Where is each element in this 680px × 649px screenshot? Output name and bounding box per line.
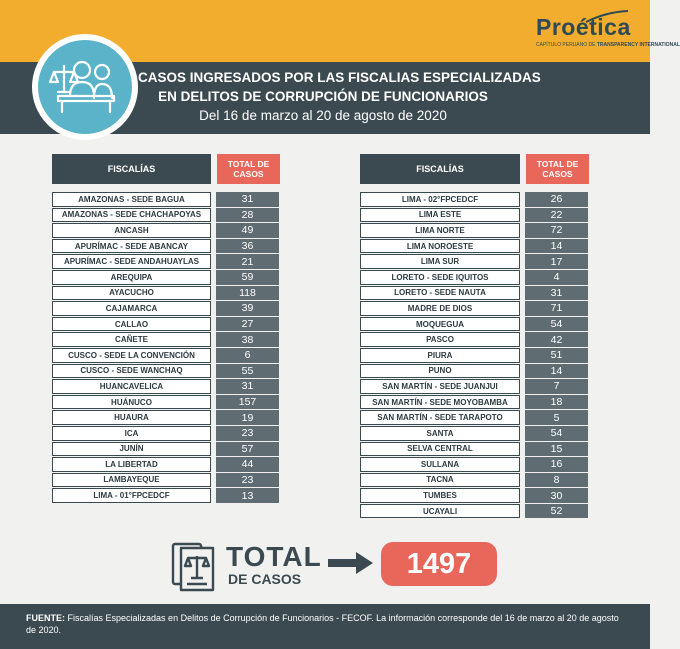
table-row [52,457,279,473]
fiscalia-name: ANCASH [52,223,211,238]
fiscalia-name: TUMBES [360,488,520,503]
fiscalia-name: LIMA - 01°FPCEDCF [52,488,211,503]
table-row [52,254,279,270]
table-row [52,192,279,208]
fiscalia-name: SAN MARTÍN - SEDE MOYOBAMBA [360,395,520,410]
case-count: 31 [216,379,279,394]
fiscalia-name: SANTA [360,426,520,441]
fiscalia-name: LIMA - 02°FPCEDCF [360,192,520,207]
table-row [360,348,588,364]
case-count: 22 [525,208,588,223]
table-row [52,473,279,489]
table-row [52,223,279,239]
left-header-fiscalias [52,154,211,184]
table-row [360,488,588,504]
left-table [52,192,279,504]
brand-sub-prefix: CAPÍTULO PERUANO DE [536,42,596,48]
case-count: 52 [525,504,588,519]
header-total-label: TOTAL DE CASOS [536,159,579,179]
arrow-right-icon [328,551,374,575]
case-count: 14 [525,364,588,379]
proetica-logo [536,14,680,54]
table-row [52,410,279,426]
fiscalia-name: PASCO [360,332,520,347]
table-row [52,239,279,255]
right-table [360,192,588,519]
fiscalia-name: APURÍMAC - SEDE ABANCAY [52,239,211,254]
title-line-1: CASOS INGRESADOS POR LAS FISCALIAS ESPECIALIZADAS [138,70,541,85]
fiscalia-name: AYACUCHO [52,286,211,301]
fiscalia-name: APURÍMAC - SEDE ANDAHUAYLAS [52,254,211,269]
case-count: 28 [216,208,279,223]
case-count: 7 [525,379,588,394]
header-label: FISCALÍAS [416,164,464,174]
case-count: 26 [525,192,588,207]
case-count: 72 [525,223,588,238]
table-row [360,317,588,333]
case-count: 157 [216,395,279,410]
table-row [360,504,588,520]
case-count: 39 [216,301,279,316]
infographic-title [138,68,541,125]
table-row [360,364,588,380]
fiscalia-name: HUÁNUCO [52,395,211,410]
fiscalia-name: LIMA SUR [360,254,520,269]
case-count: 51 [525,348,588,363]
fiscalia-name: LA LIBERTAD [52,457,211,472]
table-row [360,426,588,442]
table-row [360,239,588,255]
right-header-total [526,154,589,184]
fiscalia-name: HUAURA [52,410,211,425]
case-count: 44 [216,457,279,472]
case-count: 23 [216,473,279,488]
right-header-fiscalias [360,154,520,184]
fiscalia-name: LIMA NOROESTE [360,239,520,254]
table-row [360,192,588,208]
total-label: TOTAL [226,541,322,572]
case-count: 59 [216,270,279,285]
case-count: 71 [525,301,588,316]
fiscalia-name: MOQUEGUA [360,317,520,332]
case-count: 55 [216,364,279,379]
case-count: 19 [216,410,279,425]
fiscalia-name: UCAYALI [360,504,520,519]
case-count: 54 [525,426,588,441]
fiscalia-name: AREQUIPA [52,270,211,285]
case-count: 16 [525,457,588,472]
source-note [26,612,626,636]
source-text: Fiscalías Especializadas en Delitos de Corrupción de Funcionarios - FECOF. La información corresponde del 16 de marzo al 20 de agosto de 2020. [26,613,619,635]
table-row [52,488,279,504]
case-count: 42 [525,332,588,347]
fiscalia-name: SELVA CENTRAL [360,442,520,457]
case-count: 8 [525,473,588,488]
case-count: 14 [525,239,588,254]
brand-name: Proética [536,14,631,40]
table-row [360,286,588,302]
fiscalia-name: CUSCO - SEDE LA CONVENCIÓN [52,348,211,363]
table-row [360,410,588,426]
title-line-2: EN DELITOS DE CORRUPCIÓN DE FUNCIONARIOS [158,89,488,104]
table-row [52,286,279,302]
fiscalia-name: MADRE DE DIOS [360,301,520,316]
fiscalia-name: LORETO - SEDE NAUTA [360,286,520,301]
table-row [52,364,279,380]
office-workers-icon [38,40,132,134]
case-count: 27 [216,317,279,332]
case-count: 49 [216,223,279,238]
fiscalia-name: CALLAO [52,317,211,332]
fiscalia-name: LIMA NORTE [360,223,520,238]
fiscalia-name: CAÑETE [52,332,211,347]
table-row [52,442,279,458]
fiscalia-name: CUSCO - SEDE WANCHAQ [52,364,211,379]
table-row [360,208,588,224]
case-count: 6 [216,348,279,363]
table-row [360,254,588,270]
fiscalia-name: LAMBAYEQUE [52,473,211,488]
case-count: 21 [216,254,279,269]
case-count: 118 [216,286,279,301]
case-count: 18 [525,395,588,410]
fiscalia-name: AMAZONAS - SEDE CHACHAPOYAS [52,208,211,223]
fiscalia-name: SULLANA [360,457,520,472]
case-count: 54 [525,317,588,332]
fiscalia-name: ICA [52,426,211,441]
total-sublabel: DE CASOS [228,571,302,587]
fiscalia-name: LIMA ESTE [360,208,520,223]
table-row [52,426,279,442]
case-count: 30 [525,488,588,503]
case-count: 13 [216,488,279,503]
fiscalia-name: JUNÍN [52,442,211,457]
header-total-label: TOTAL DE CASOS [227,159,270,179]
table-row [52,270,279,286]
header-label: FISCALÍAS [107,164,156,174]
table-row [52,379,279,395]
table-row [360,332,588,348]
title-date-range: Del 16 de marzo al 20 de agosto de 2020 [199,108,447,123]
table-row [52,317,279,333]
table-row [360,457,588,473]
fiscalia-name: SAN MARTÍN - SEDE JUANJUI [360,379,520,394]
table-row [360,442,588,458]
left-header-total [217,154,280,184]
table-row [360,270,588,286]
case-count: 15 [525,442,588,457]
table-row [52,348,279,364]
table-row [52,208,279,224]
legal-document-icon [170,540,218,594]
illustration-circle [32,34,138,140]
case-count: 31 [216,192,279,207]
table-row [360,395,588,411]
case-count: 57 [216,442,279,457]
table-row [360,473,588,489]
table-row [360,301,588,317]
table-row [360,223,588,239]
case-count: 23 [216,426,279,441]
fiscalia-name: AMAZONAS - SEDE BAGUA [52,192,211,207]
fiscalia-name: LORETO - SEDE IQUITOS [360,270,520,285]
fiscalia-name: TACNA [360,473,520,488]
case-count: 17 [525,254,588,269]
table-row [360,379,588,395]
fiscalia-name: PUNO [360,364,520,379]
case-count: 4 [525,270,588,285]
fiscalia-name: PIURA [360,348,520,363]
case-count: 38 [216,332,279,347]
table-row [52,332,279,348]
case-count: 5 [525,410,588,425]
table-row [52,395,279,411]
brand-subtitle [536,42,680,48]
source-label: FUENTE: [26,613,65,623]
fiscalia-name: SAN MARTÍN - SEDE TARAPOTO [360,410,520,425]
fiscalia-name: CAJAMARCA [52,301,211,316]
brand-sub-org: TRANSPARENCY INTERNATIONAL [596,42,680,48]
fiscalia-name: HUANCAVELICA [52,379,211,394]
case-count: 36 [216,239,279,254]
case-count: 31 [525,286,588,301]
table-row [52,301,279,317]
total-value: 1497 [381,542,497,586]
